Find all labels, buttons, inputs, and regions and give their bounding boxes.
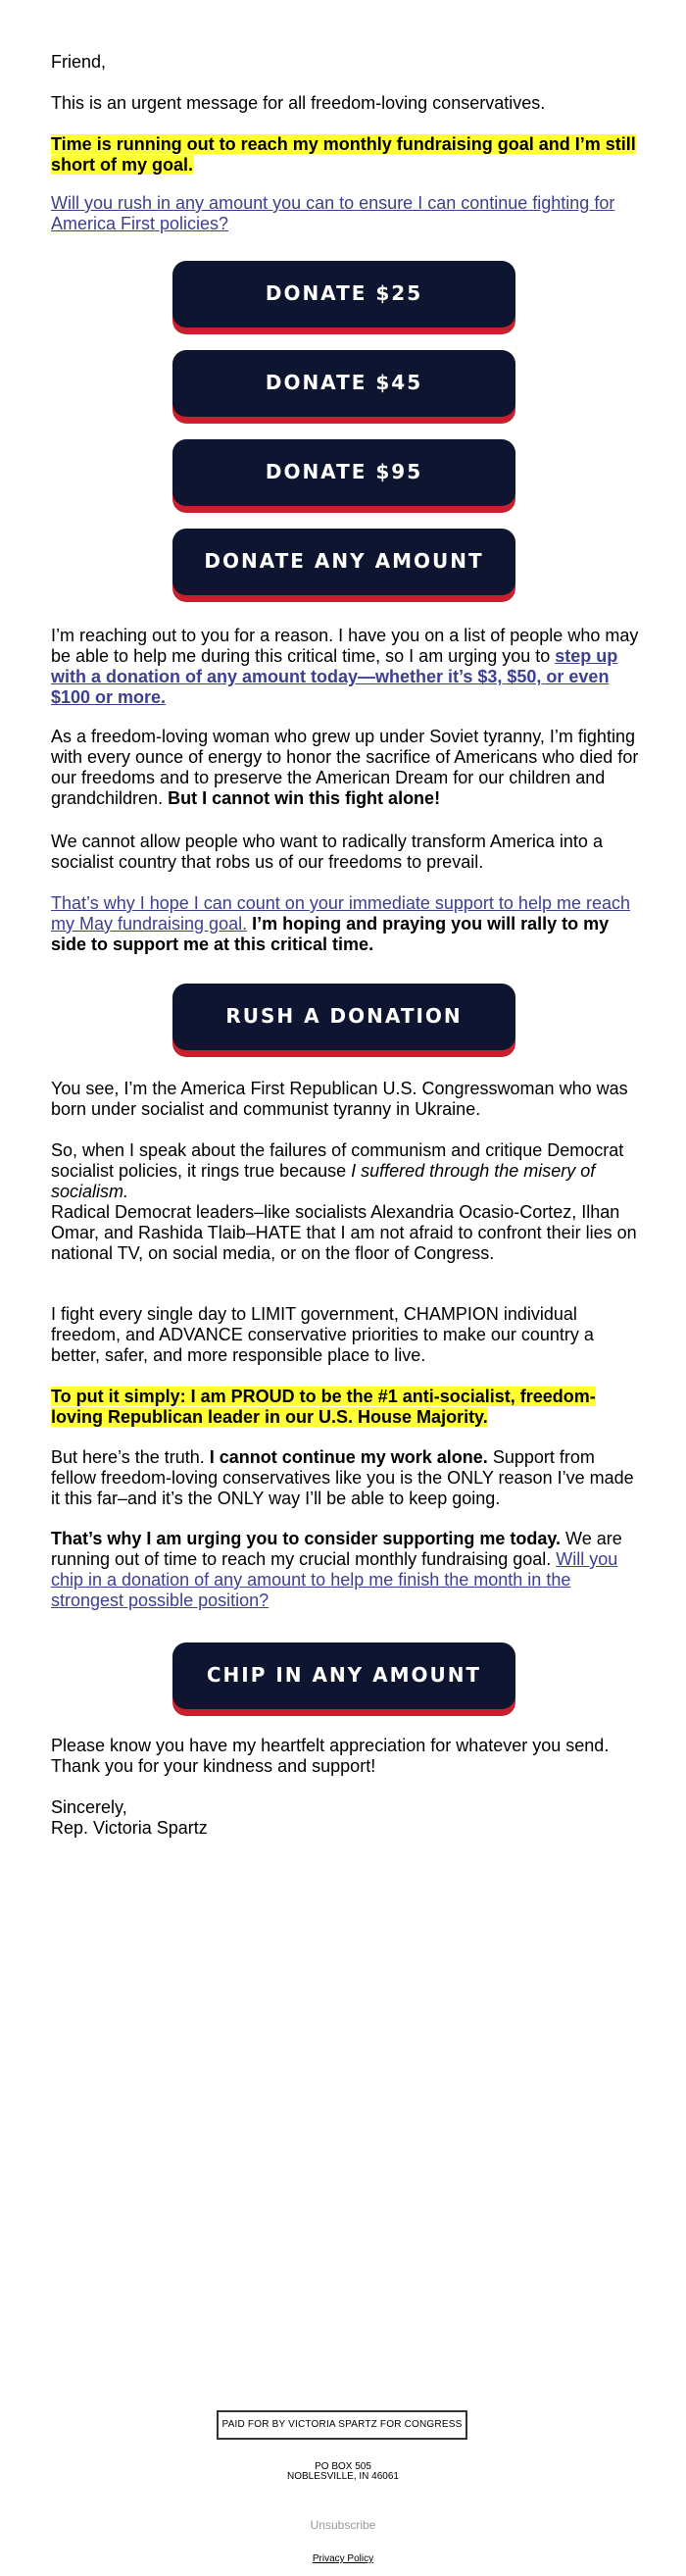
signature: Rep. Victoria Spartz [51,1818,208,1838]
paid-for-disclaimer: PAID FOR BY VICTORIA SPARTZ FOR CONGRESS [217,2410,467,2440]
reason-text: I’m reaching out to you for a reason. I have you on a list of people who may be able to help me during this critical time, so I am urging you to [51,626,639,666]
count-on-paragraph [51,893,639,955]
may-goal-link[interactable]: That’s why I hope I can count on your immediate support to help me reach my May fundraising goal. [51,893,630,934]
chip-in-button[interactable]: CHIP IN ANY AMOUNT [172,1642,515,1709]
donate-95-button[interactable]: DONATE $95 [172,439,515,506]
chip-in-link[interactable]: Will you chip in a donation of any amount to help me finish the month in the strongest possible position? [51,1549,618,1610]
socialist-paragraph: We cannot allow people who want to radically transform America into a socialist country that robs us of our freedoms to prevail. [51,832,603,872]
donate-45-button[interactable]: DONATE $45 [172,350,515,417]
truth-text-2: Support from fellow freedom-loving conservatives like you is the ONLY reason I’ve made it this far–and it’s the ONLY way I’ll be able to keep going. [51,1447,634,1508]
truth-paragraph [51,1447,639,1509]
soviet-bold: But I cannot win this fight alone! [168,788,441,808]
communism-paragraph [51,1140,639,1202]
privacy-policy-container [0,2553,686,2564]
closing-paragraph: Please know you have my heartfelt appreciation for whatever you send. Thank you for your kindness and support! [51,1736,610,1776]
greeting: Friend, [51,52,107,72]
soviet-text: As a freedom-loving woman who grew up under Soviet tyranny, I’m fighting with every ounce of energy to honor the sacrifice of Americans who died for our freedoms and to preserve the American Dream for our children and grandchildren. [51,727,639,808]
truth-text: But here’s the truth. [51,1447,210,1467]
rally-bold: I’m hoping and praying you will rally to my side to support me at this critical time. [51,914,610,954]
step-up-link[interactable]: step up with a donation of any amount today—whether it’s $3, $50, or even $100 or more. [51,646,618,707]
donate-any-amount-button[interactable]: DONATE ANY AMOUNT [172,529,515,595]
socialism-italic: I suffered through the misery of socialism. [51,1161,596,1201]
urging-bold: That’s why I am urging you to consider supporting me today. [51,1529,562,1548]
fight-paragraph: I fight every single day to LIMIT government, CHAMPION individual freedom, and ADVANCE conservative priorities to make our country a better, safer, and more responsible place to live. [51,1304,594,1365]
proud-highlight [51,1387,639,1428]
urging-paragraph [51,1529,639,1611]
rush-donation-button[interactable]: RUSH A DONATION [172,984,515,1050]
donate-25-button[interactable]: DONATE $25 [172,261,515,328]
congresswoman-paragraph: You see, I’m the America First Republican U.S. Congresswoman who was born under socialist and communist tyranny in Ukraine. [51,1079,628,1119]
urging-text: We are running out of time to reach my crucial monthly fundraising goal. [51,1529,622,1569]
signoff: Sincerely, [51,1797,127,1817]
privacy-policy-link[interactable]: Privacy Policy [312,2553,374,2564]
truth-bold: I cannot continue my work alone. [209,1447,488,1467]
soviet-paragraph [51,727,639,809]
rush-link[interactable]: Will you rush in any amount you can to ensure I can continue fighting for America First policies? [51,193,615,233]
question-paragraph [51,193,639,234]
unsubscribe-link[interactable]: Unsubscribe [310,2518,376,2532]
reason-paragraph [51,626,639,708]
intro-text: This is an urgent message for all freedom-loving conservatives. [51,93,546,113]
address-line-1: PO BOX 505 [315,2461,371,2472]
proud-text: To put it simply: I am PROUD to be the #1 anti-socialist, freedom-loving Republican leader in our U.S. House Majority. [51,1387,596,1427]
urgent-highlight [51,134,639,176]
communism-text: So, when I speak about the failures of communism and critique Democrat socialist policies, it rings true because [51,1140,624,1181]
highlight-text: Time is running out to reach my monthly fundraising goal and I’m still short of my goal. [51,134,636,175]
address-line-2: NOBLESVILLE, IN 46061 [287,2471,399,2482]
radical-democrats-paragraph: Radical Democrat leaders–like socialists Alexandria Ocasio-Cortez, Ilhan Omar, and Rashida Tlaib–HATE that I am not afraid to confront their lies on national TV, on social media, or on the floor of Congress. [51,1202,637,1263]
